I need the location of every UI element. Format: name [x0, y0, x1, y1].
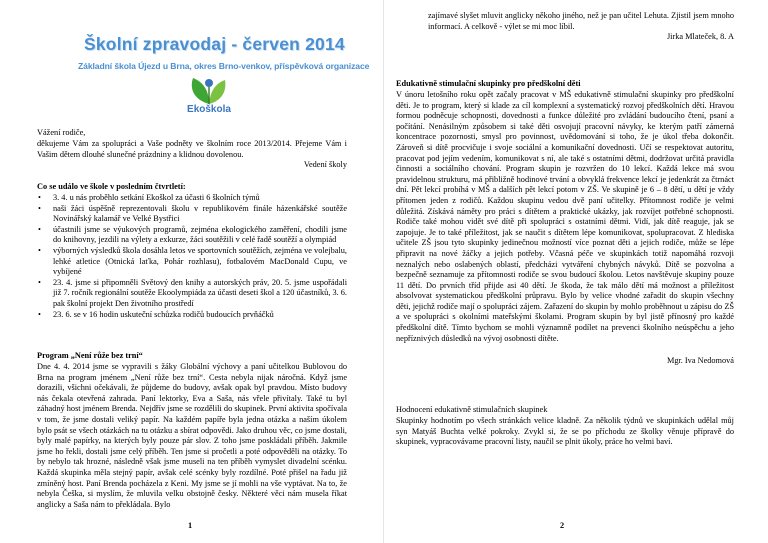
newsletter-title: Školní zpravodaj - červen 2014: [84, 34, 345, 54]
news-list: [37, 193, 347, 320]
news-heading: Co se událo ve škole v posledním čtvrtletí:: [37, 182, 186, 191]
list-item: • naši žáci úspěšně reprezentovali školu v republikovém finále házenkářské soutěže Novinářský kalamář ve Velké Bystřici: [37, 204, 347, 225]
list-item: • 3. 4. u nás proběhlo setkání Ekoškol za účasti 6 školních týmů: [37, 193, 347, 204]
section-author: Mgr. Iva Nedomová: [666, 356, 734, 365]
list-item: • výborných výsledků škola dosáhla letos ve sportovních soutěžích, zejména ve volejbalu, lehké atletice (Otnická laťka, Pohár rozhlasu), fotbalovém MacDonald Cupu, ve vybíjené: [37, 246, 347, 278]
page-number: 1: [188, 521, 193, 530]
greeting: Vážení rodiče,: [37, 128, 86, 137]
page-number: 2: [560, 521, 565, 530]
ekoskola-logo-graphic: [179, 74, 239, 106]
article-title: Program „Není růže bez trní“: [37, 351, 143, 360]
section-body: V únoru letošního roku opět začaly pracovat v MŠ edukativně stimulační skupinky pro předškolní děti. Je to program, který si klade za cíl komplexní a systematický rozvoj předškolních dětí. Hravou formou podněcuje schopnosti, dovednosti a funkce důležité pro zvládání budoucího čtení, psaní a počítání. Nenásilným způsobem si také děti osvojují pracovní návyky, ke kterým patří zámerná koncentrace pozornosti, smysl pro povinnost, uvědomování si toho, že je úkol třeba dokončit. Zároveň si dítě procvičuje i svoje sociální a komunikační dovednosti. Učí se respektovat autoritu, pracovat pod jejím vedením, komunikovat s ní, ale také s ostatními dětmi, dodržovat určitá pravidla činnosti a sociálního chování. Program skupin je rozvržen do 10 lekcí. Každá lekce má svou pravidelnou strukturu, má přibližně hodinové trvání a obvyklá frekvence lekcí je jedenkrát za čtrnáct dní. Pět lekcí probíhá v MŠ a dalších pět lekcí potom v ZŠ. Ve skupině je 6 – 8 dětí, u dětí je vždy přítomen jeden z rodičů. Každou skupinu vedou dvě paní učitelky. Přítomnost rodiče je velmi důležitá. Získává náměty pro práci s dítětem a praktické ukázky, jak rozvíjet potřebné schopnosti. Rodiče také mohou vidět své dítě při spolupráci s ostatními dětmi. Vidí, jak dítě reaguje, jak se zapojuje. Je to také příležitost, jak se naučit s dítětem lépe komunikovat, spolupracovat. Z hlediska učitele ZŠ jsou tyto skupinky jedinečnou možností více poznat děti a jejich rodiče, může se lépe připravit na nové žáčky a jejich potřeby. Včasná péče ve skupinkách totiž napomáhá rozvoji neznalých nebo oslabených oblastí, předcházi vytváření chybných návyků. Dítě se pozvolna a bezpečně seznamuje za přítomnosti rodiče se svou budoucí školou. Letos navštěvuje skupiny pouze 11 dětí. Do prvních tříd přijde asi 40 dětí. Je škoda, že tak málo dětí má možnost a příležitost absolvovat systematickou předškolní průpravu. Bylo by velice vhodné zařadit do skupin všechny děti, jejichž rodiče mají o spolupráci zájem. Zařazení do skupin by mohlo proběhnout u zápisu do ZŠ a ve spolupráci s okolními mateřskými školami. Program skupin by byl jistě přínosný pro každé předškolní dítě. Tímto bychom se mohli významně podílet na prevenci školního neúspěchu a jeho nepříznivých důsledků na vývoj osobnosti dítěte.: [396, 90, 734, 343]
review-title: Hodnocení edukativně stimulačních skupinek: [396, 405, 548, 414]
newsletter-subtitle: Základní škola Újezd u Brna, okres Brno-venkov, příspěvková organizace: [78, 61, 370, 71]
list-item: • 23. 6. se v 16 hodin uskuteční schůzka rodičů budoucích prvňáčků: [37, 310, 347, 321]
intro-signature: Vedení školy: [303, 160, 347, 169]
logo-text: Ekoškola: [187, 104, 231, 115]
ekoskola-logo-icon: [179, 74, 239, 122]
article-body: Dne 4. 4. 2014 jsme se vypravili s žáky Globální výchovy a paní učitelkou Bublovou do Brna na program jménem „Není růže bez trní“. Cesta nebyla nijak náročná. Když jsme dorazili, všichni očekávali, že půjdeme do budovy, avšak opak byl pravdou. Místo budovy nás čekala otevřená zahrada. Paní lektorky, Eva a Saša, nás vřele přivítaly. Také tu byl záhadný host jménem Brenda. Nejdřív jsme se rozdělili do skupinek. První aktivita spočívala v tom, že jsme dostali veliký papír. Na každém papíře byla jedna otázka a naším úkolem bylo psát se všech otázkách na tu otázku a sbírat odpovědi. Jako druhou věc, co jsme dostali, byly malé papírky, na kterých byly pouze pár slov. Z toho jsme poskládali příběh. Jakmile jsme ho řekli, dostali jsme celý příběh. Ten jsme si pročetli a poté odpověděli na otázky. To by nebylo tak hrozné, následně však jsme museli na ten příběh vymyslet divadelní scénku. Každá skupinka měla stejný papír, avšak celé scénky byly rozdílné. Poté přišel na řadu již zmíněný host. Paní Brenda pocházela z Keni. My jsme se jí mohli na vše vyptávat. Na to, že nebyla Češka, si myslím, že mluvila velku obstojně česky. Některé věci nám musela říkat anglicky a Saša nám to překládala. Bylo: [37, 362, 347, 509]
intro-paragraph: děkujeme Vám za spolupráci a Vaše podněty ve školním roce 2013/2014. Přejeme Vám i Vašim dětem dlouhé slunečné prázdniny a klidnou dovolenou.: [37, 139, 347, 159]
page-right: [384, 0, 768, 543]
review-body: Skupinky hodnotím po všech stránkách velice kladně. Za několik týdnů ve skupinkách udělal můj syn Matyáš Buchta velké pokroky. Zvykl si, že se po příchodu ze školky věnuje přípravě do skupinek, vypracovávame pracovní listy, naučil se plnit úkoly, práce ho velmi baví.: [396, 416, 734, 447]
list-item: • účastnili jsme se výukových programů, zejména ekologického zaměření, chodili jsme do knihovny, jezdili na výlety a exkurze, žáci soutěžili v celé řadě soutěží a olympiád: [37, 225, 347, 246]
section-title: Edukativně stimulační skupinky pro předškolní děti: [396, 79, 581, 88]
article-continuation: zajímavé slyšet mluvit anglicky někoho jiného, než je pan učitel Lehuta. Zjistil jsem mnoho informací. A celkově - výlet se mi moc líbil.: [428, 11, 734, 31]
masthead: [78, 34, 370, 124]
list-item: • 23. 4. jsme si připomněli Světový den knihy a autorských práv, 20. 5. jsme uspořádali již 7. ročník regionální soutěže Ekoolympiáda za účasti deseti škol a 120 účastníků, 3. 6. pak školní projekt Den životního prostředí: [37, 278, 347, 310]
article-author: Jirka Mlateček, 8. A: [666, 32, 734, 41]
